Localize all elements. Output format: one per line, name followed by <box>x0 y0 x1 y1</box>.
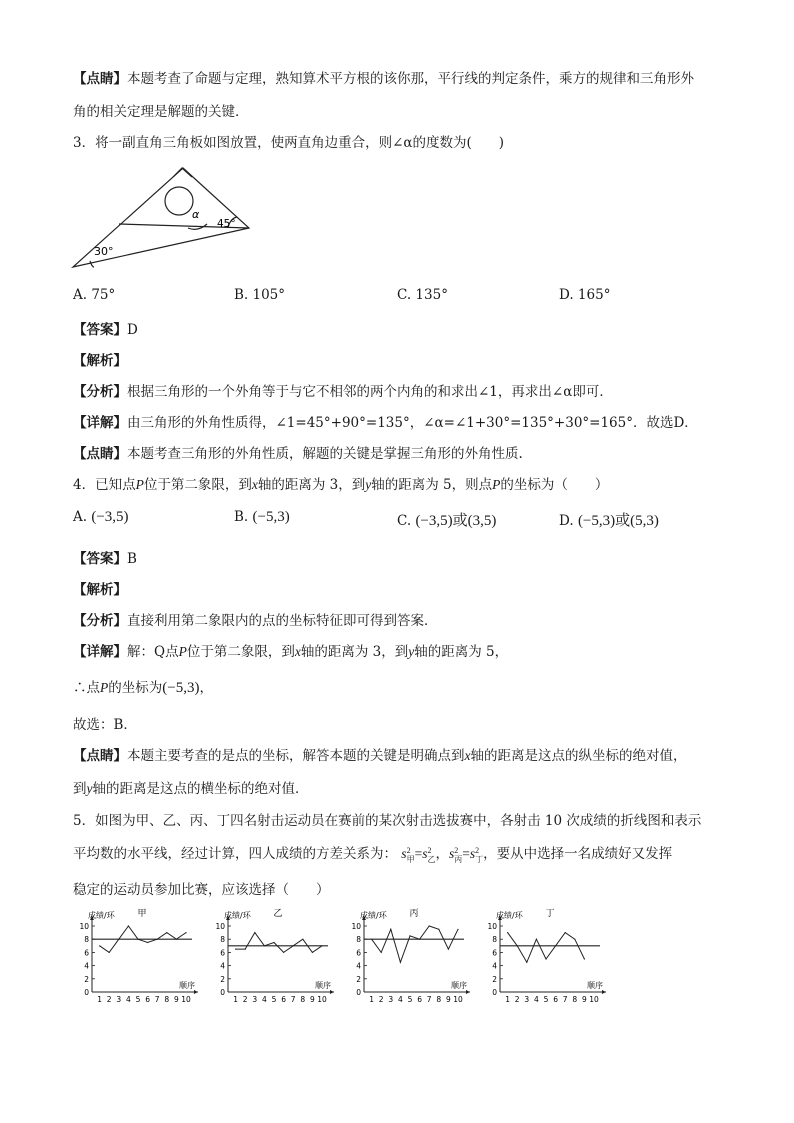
q4-option-d[interactable]: D. (−5,3)或(5,3) <box>559 513 659 529</box>
q4-xiangjie: 【详解】解：Q点P位于第二象限，到x轴的距离为 3，到y轴的距离为 5， <box>73 644 509 660</box>
y-tick-label: 4 <box>356 961 361 971</box>
q4-xiangjie-line2: ∴点P的坐标为(−5,3)， <box>73 680 213 696</box>
data-point <box>283 952 284 953</box>
q3-fenxi: 【分析】根据三角形的一个外角等于与它不相邻的两个内角的和求出∠1，再求出∠α即可． <box>73 384 613 400</box>
y-tick-label: 2 <box>220 974 225 984</box>
x-tick-label: 10 <box>589 995 599 1004</box>
x-tick-label: 10 <box>181 995 191 1004</box>
data-point <box>381 952 382 953</box>
x-tick-label: 8 <box>300 995 306 1004</box>
x-tick-label: 5 <box>543 995 549 1004</box>
q4-stem: 4．已知点P位于第二象限，到x轴的距离为 3，到y轴的距离为 5，则点P的坐标为（ ） <box>73 477 609 493</box>
angle-30-label: 30° <box>94 245 114 258</box>
y-axis-label: 成绩/环 <box>224 911 251 920</box>
q3-option-a[interactable]: A. 75° <box>73 287 116 303</box>
data-point <box>390 929 391 930</box>
x-axis-label: 顺序 <box>315 981 331 990</box>
q4-dianjing-line1: 【点睛】本题主要考查的是点的坐标，解答本题的关键是明确点到x轴的距离是这点的纵坐标的绝对值， <box>73 748 687 764</box>
x-tick-label: 1 <box>505 995 510 1004</box>
x-tick-label: 7 <box>154 995 160 1004</box>
y-tick-label: 10 <box>215 922 225 931</box>
y-tick-label: 2 <box>356 974 361 984</box>
x-tick-label: 6 <box>417 995 422 1004</box>
chart-bing <box>344 904 478 1004</box>
y-tick-label: 0 <box>220 988 225 997</box>
y-tick-label: 10 <box>351 922 361 931</box>
x-axis-arrow <box>330 990 334 994</box>
angle-45-label: 45° <box>217 218 236 230</box>
y-tick-label: 6 <box>84 948 89 958</box>
chart-title: 丁 <box>545 909 555 919</box>
x-tick-label: 1 <box>369 995 374 1004</box>
x-tick-label: 5 <box>407 995 413 1004</box>
q3-xiangjie: 【详解】由三角形的外角性质得，∠1=45°+90°=135°，∠α=∠1+30°=135°+30°=165°．故选D． <box>73 415 698 431</box>
data-point <box>555 945 556 946</box>
x-tick-label: 1 <box>233 995 238 1004</box>
triangle-hole <box>165 187 193 215</box>
x-tick-label: 7 <box>426 995 432 1004</box>
x-tick-label: 4 <box>398 995 403 1004</box>
data-point <box>429 925 430 926</box>
data-point <box>574 939 575 940</box>
data-point <box>400 962 401 963</box>
y-tick-label: 8 <box>220 935 225 945</box>
data-point <box>448 949 449 950</box>
data-point <box>166 932 167 933</box>
y-tick-label: 4 <box>84 961 89 971</box>
x-tick-label: 7 <box>290 995 296 1004</box>
chart-yi <box>208 904 342 1004</box>
x-tick-label: 2 <box>514 995 520 1004</box>
score-line <box>236 933 322 953</box>
data-point <box>137 939 138 940</box>
data-point <box>526 962 527 963</box>
q5-stem-line3: 稳定的运动员参加比赛，应该选择（ ） <box>73 882 330 898</box>
q4-jiexi-tag: 【解析】 <box>73 582 127 598</box>
y-tick-label: 8 <box>356 935 361 945</box>
data-point <box>321 945 322 946</box>
q4-fenxi: 【分析】直接利用第二象限内的点的坐标特征即可得到答案． <box>73 613 438 629</box>
data-point <box>545 958 546 959</box>
alpha-label: α <box>192 208 200 221</box>
q2-dianjing-line1: 【点睛】本题考查了命题与定理，熟知算术平方根的该你那，平行线的判定条件，乘方的规律和三角形外 <box>73 71 694 87</box>
x-axis-arrow <box>466 990 470 994</box>
q2-dianjing-tag: 【点睛】 <box>73 71 127 87</box>
x-axis-label: 顺序 <box>587 981 603 990</box>
data-point <box>584 958 585 959</box>
variance-jia: s 2 甲 <box>401 845 415 864</box>
x-tick-label: 9 <box>446 995 451 1004</box>
data-point <box>109 952 110 953</box>
data-point <box>457 929 458 930</box>
x-tick-label: 6 <box>145 995 150 1004</box>
data-point <box>419 939 420 940</box>
y-tick-label: 8 <box>492 935 497 945</box>
data-point <box>312 952 313 953</box>
y-tick-label: 4 <box>492 961 497 971</box>
x-tick-label: 6 <box>281 995 286 1004</box>
y-tick-label: 10 <box>487 922 497 931</box>
y-tick-label: 2 <box>492 974 497 984</box>
score-line <box>508 933 585 963</box>
variance-ding: s 2 丁 <box>469 845 484 864</box>
y-tick-label: 8 <box>84 935 89 945</box>
q3-triangle-figure <box>68 160 258 275</box>
data-point <box>517 945 518 946</box>
x-tick-label: 2 <box>106 995 112 1004</box>
variance-bing: s 2 丙 <box>448 845 463 864</box>
data-point <box>235 949 236 950</box>
x-tick-label: 3 <box>116 995 122 1004</box>
x-tick-label: 4 <box>534 995 539 1004</box>
x-tick-label: 9 <box>310 995 315 1004</box>
x-tick-label: 8 <box>436 995 442 1004</box>
q4-option-a[interactable]: A. (−3,5) <box>73 509 129 525</box>
data-point <box>147 942 148 943</box>
data-point <box>302 939 303 940</box>
y-axis-label: 成绩/环 <box>360 911 387 920</box>
data-point <box>99 945 100 946</box>
q3-jiexi-tag: 【解析】 <box>73 353 127 369</box>
q4-dianjing-line2: 到y轴的距离是这点的横坐标的绝对值． <box>73 781 309 797</box>
chart-title: 丙 <box>409 909 419 919</box>
x-tick-label: 8 <box>164 995 170 1004</box>
y-tick-label: 2 <box>84 974 89 984</box>
y-tick-label: 0 <box>356 988 361 997</box>
x-tick-label: 4 <box>262 995 267 1004</box>
x-tick-label: 6 <box>553 995 558 1004</box>
q4-answer: 【答案】B <box>73 551 137 567</box>
q4-xiangjie-line3: 故选：B． <box>73 717 137 733</box>
x-tick-label: 9 <box>582 995 587 1004</box>
variance-yi: s 2 乙 <box>422 845 436 864</box>
q3-dianjing: 【点睛】本题考查三角形的外角性质，解题的关键是掌握三角形的外角性质. <box>73 446 523 462</box>
x-tick-label: 3 <box>252 995 258 1004</box>
y-axis-label: 成绩/环 <box>496 911 523 920</box>
x-tick-label: 5 <box>135 995 141 1004</box>
data-point <box>254 932 255 933</box>
x-tick-label: 3 <box>388 995 394 1004</box>
right-angle-mark <box>173 168 192 177</box>
q2-dianjing-line2: 角的相关定理是解题的关键． <box>73 104 249 120</box>
data-point <box>409 935 410 936</box>
data-point <box>118 939 119 940</box>
data-point <box>565 932 566 933</box>
y-tick-label: 6 <box>220 948 225 958</box>
y-tick-label: 0 <box>84 988 89 997</box>
q3-option-b[interactable]: B. 105° <box>234 287 286 303</box>
x-tick-label: 5 <box>271 995 277 1004</box>
data-point <box>185 932 186 933</box>
x-tick-label: 3 <box>524 995 530 1004</box>
chart-ding <box>480 904 620 1004</box>
data-point <box>536 939 537 940</box>
q5-stem-line2: 平均数的水平线，经过计算，四人成绩的方差关系为： s 2 甲 =s 2 乙 ，s 2 丙 =s 2 丁 ，要从中选择一名成绩好又发挥 <box>73 845 673 864</box>
data-point <box>273 942 274 943</box>
y-axis-label: 成绩/环 <box>88 911 115 920</box>
data-point <box>507 932 508 933</box>
data-point <box>157 939 158 940</box>
score-line <box>372 926 458 962</box>
x-axis-arrow <box>194 990 198 994</box>
data-point <box>293 945 294 946</box>
y-tick-label: 4 <box>220 961 225 971</box>
chart-jia <box>72 904 206 1004</box>
x-tick-label: 1 <box>97 995 102 1004</box>
q4-option-c[interactable]: C. (−3,5)或(3,5) <box>397 513 497 529</box>
data-point <box>128 925 129 926</box>
y-tick-label: 0 <box>492 988 497 997</box>
x-tick-label: 10 <box>317 995 327 1004</box>
x-tick-label: 9 <box>174 995 179 1004</box>
x-axis-label: 顺序 <box>179 981 195 990</box>
x-tick-label: 2 <box>378 995 384 1004</box>
chart-title: 乙 <box>273 909 283 919</box>
q4-option-b[interactable]: B. (−5,3) <box>234 509 290 525</box>
x-axis-arrow <box>602 990 606 994</box>
chart-title: 甲 <box>137 909 147 919</box>
q3-option-d[interactable]: D. 165° <box>559 287 611 303</box>
x-tick-label: 10 <box>453 995 463 1004</box>
x-axis-label: 顺序 <box>451 981 467 990</box>
y-tick-label: 6 <box>356 948 361 958</box>
x-tick-label: 7 <box>562 995 568 1004</box>
data-point <box>264 945 265 946</box>
data-point <box>176 939 177 940</box>
y-tick-label: 10 <box>79 922 89 931</box>
x-tick-label: 4 <box>126 995 131 1004</box>
q3-answer: 【答案】D <box>73 322 138 338</box>
data-point <box>371 939 372 940</box>
y-tick-label: 6 <box>492 948 497 958</box>
data-point <box>438 929 439 930</box>
x-tick-label: 8 <box>572 995 578 1004</box>
data-point <box>245 949 246 950</box>
q5-stem-line1: 5．如图为甲、乙、丙、丁四名射击运动员在赛前的某次射击选拔赛中，各射击 10 次成绩的折线图和表示 <box>73 813 702 829</box>
x-tick-label: 2 <box>242 995 248 1004</box>
q3-option-c[interactable]: C. 135° <box>397 287 448 303</box>
q3-stem: 3．将一副直角三角板如图放置，使两直角边重合，则∠α的度数为( ) <box>73 135 505 151</box>
